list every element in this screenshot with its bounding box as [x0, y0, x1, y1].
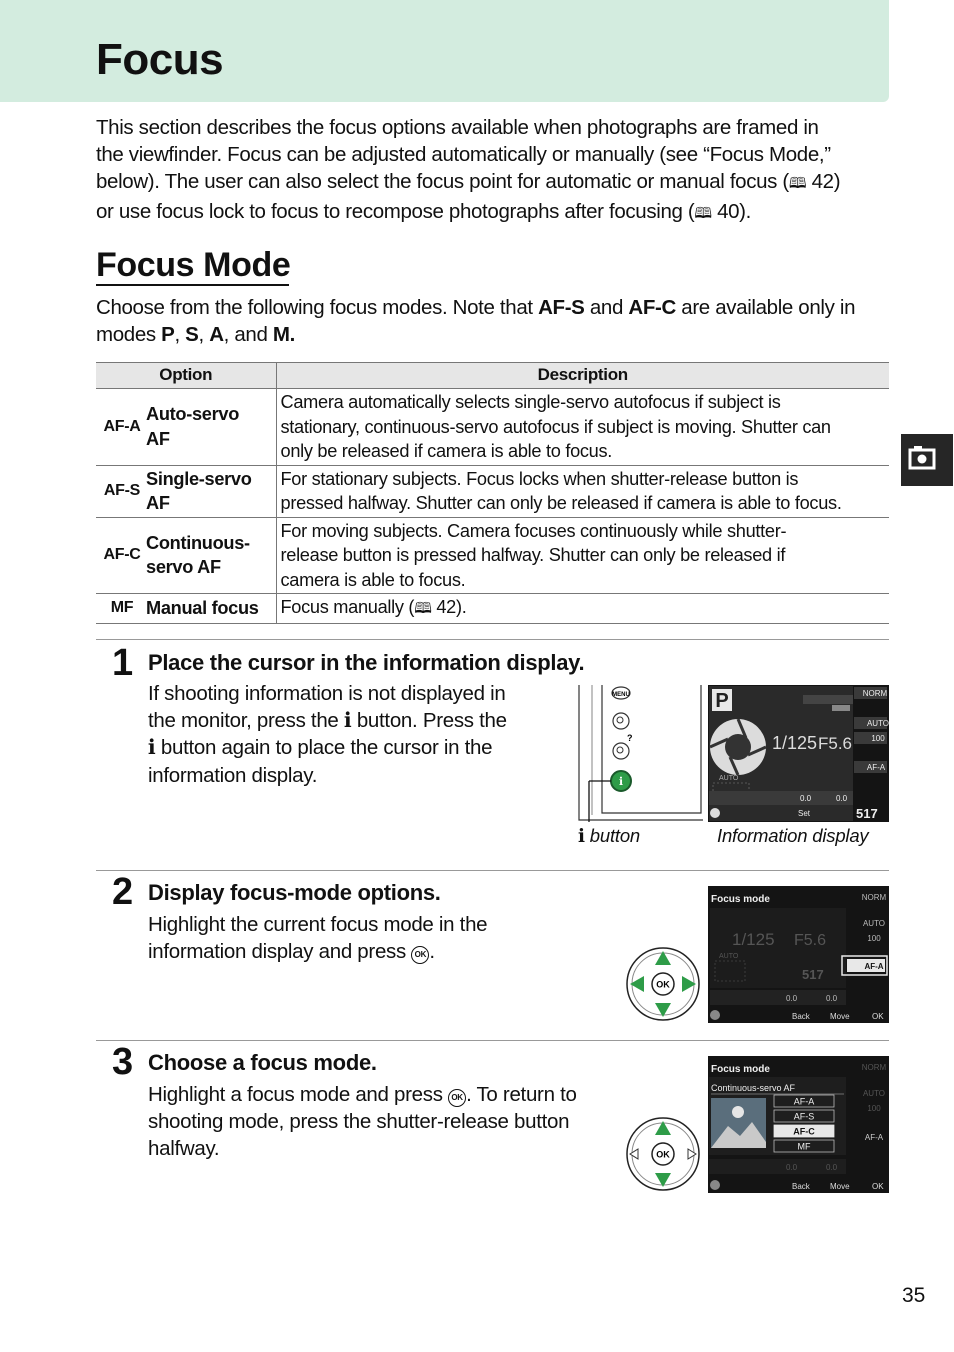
- ok-button-icon: OK: [448, 1089, 466, 1107]
- image-quality: NORM: [862, 689, 888, 698]
- focus-mode-value: AF-A: [864, 962, 884, 971]
- auto-label: AUTO: [719, 953, 739, 960]
- text: the monitor, press the: [148, 709, 344, 733]
- text: button again to place the cursor in the: [155, 736, 493, 760]
- intro-line: [96, 198, 891, 227]
- mode-description: [276, 389, 889, 466]
- menu-label: MENU: [612, 692, 630, 698]
- shutter-speed: 1/125: [732, 930, 775, 949]
- mode-code: AF-S: [96, 465, 144, 517]
- info-i-icon: ℹ: [343, 709, 352, 733]
- book-icon: 🕮: [694, 204, 712, 222]
- option-af-a[interactable]: AF-A: [793, 1096, 815, 1107]
- mode-name: [144, 517, 276, 594]
- camera-back-illustration: [577, 685, 703, 822]
- mode-description: [276, 517, 889, 594]
- focus-mode-menu-screen: [708, 1056, 889, 1193]
- page-title: Focus: [96, 35, 224, 84]
- desc-text: Focus manually (: [280, 597, 415, 617]
- camera-section-tab: [901, 434, 953, 486]
- step-line: Highlight the current focus mode in the: [148, 913, 488, 936]
- text: information display and press: [148, 940, 412, 964]
- text: and: [584, 296, 629, 319]
- intro-text: below). The user can also select the focus point for automatic or manual focus (: [96, 170, 789, 194]
- focus-mode-value: AF-A: [864, 1133, 884, 1142]
- table-row: [96, 389, 889, 466]
- afc-label: AF-C: [628, 296, 676, 319]
- mode-description: [276, 594, 889, 624]
- caption-info-display: Information display: [717, 825, 869, 846]
- book-icon: 🕮: [788, 175, 807, 193]
- mode-name-line: Auto-servo: [146, 404, 239, 425]
- screen-title: Focus mode: [711, 1064, 770, 1075]
- text: are available only in: [675, 296, 856, 319]
- focus-mode-intro: [96, 294, 891, 348]
- step-line: halfway.: [148, 1137, 220, 1161]
- aperture-value: F5.6: [794, 932, 827, 949]
- iso-sensitivity: 100: [867, 934, 881, 943]
- desc-line: camera is able to focus.: [280, 569, 466, 590]
- step-line: [148, 938, 487, 965]
- step-line: [148, 734, 507, 761]
- info-i-icon: ℹ: [578, 825, 585, 846]
- help-glyph: ?: [627, 733, 633, 743]
- move-label: Move: [830, 1012, 850, 1021]
- step-body: [148, 1081, 577, 1163]
- text: .: [429, 940, 435, 964]
- mode-name-line: AF: [146, 428, 170, 449]
- step-line: information display.: [148, 763, 318, 787]
- focus-mode-table: [96, 362, 889, 624]
- mode-description: [276, 465, 889, 517]
- mode-a: A: [209, 323, 224, 347]
- image-quality: NORM: [861, 893, 887, 902]
- exposure-comp: 0.0: [786, 1163, 798, 1172]
- page-reference: 42).: [436, 597, 467, 617]
- info-i-icon: ℹ: [148, 736, 156, 760]
- exposure-comp: 0.0: [800, 794, 812, 803]
- caption-text: button: [584, 825, 641, 846]
- white-balance: AUTO: [862, 1089, 886, 1098]
- intro-paragraph: [96, 114, 891, 227]
- move-label: Move: [830, 1182, 850, 1191]
- frame-count: 517: [856, 806, 878, 821]
- step-divider: [96, 1040, 889, 1041]
- text: button. Press the: [351, 709, 507, 733]
- ok-label: OK: [872, 1182, 884, 1191]
- text: Highlight a focus mode and press: [148, 1083, 449, 1106]
- white-balance: AUTO: [866, 719, 889, 728]
- step-number: 3: [112, 1041, 134, 1083]
- mode-name: Manual focus: [144, 594, 276, 624]
- desc-line: release button is pressed halfway. Shutter can only be released if: [280, 545, 786, 565]
- text: . To return to: [466, 1083, 577, 1106]
- ok-label: OK: [872, 1012, 884, 1021]
- table-header-row: [96, 363, 889, 389]
- step-line: shooting mode, press the shutter-release button: [148, 1110, 570, 1134]
- page-reference: 42): [811, 170, 841, 194]
- caption-info-button: [578, 825, 640, 847]
- focus-mode-heading: Focus Mode: [96, 246, 291, 284]
- desc-line: For moving subjects. Camera focuses continuously while shutter-: [280, 520, 787, 541]
- back-label: Back: [792, 1182, 810, 1191]
- mode-name-line: AF: [146, 493, 170, 513]
- image-quality: NORM: [861, 1063, 887, 1072]
- text: modes: [96, 323, 162, 347]
- step-number: 1: [112, 642, 134, 684]
- afs-label: AF-S: [538, 296, 585, 319]
- text: Choose from the following focus modes. Note that: [96, 296, 539, 319]
- step-line: If shooting information is not displayed in: [148, 682, 506, 705]
- iso-sensitivity: 100: [871, 734, 885, 743]
- aperture-value: F5.6: [818, 734, 853, 753]
- exposure-comp: 0.0: [786, 994, 798, 1003]
- step-heading: Choose a focus mode.: [148, 1050, 377, 1075]
- desc-line: Camera automatically selects single-servo autofocus if subject is: [280, 392, 781, 412]
- zoom-out-button: [613, 743, 629, 759]
- intro-line: [96, 168, 891, 197]
- help-icon: [710, 1010, 720, 1020]
- step-heading: Display focus-mode options.: [148, 880, 441, 905]
- help-icon: [710, 1180, 720, 1190]
- intro-text: or use focus lock to focus to recompose photographs after focusing (: [96, 199, 695, 223]
- desc-line: pressed halfway. Shutter can only be released if camera is able to focus.: [280, 493, 842, 513]
- auto-label: AUTO: [719, 775, 739, 782]
- desc-line: For stationary subjects. Focus locks when shutter-release button is: [280, 468, 799, 489]
- mode-p: P: [161, 323, 175, 347]
- white-balance: AUTO: [862, 919, 886, 928]
- mode-code: MF: [96, 594, 144, 624]
- mode-code: AF-C: [96, 517, 144, 594]
- column-header-description: Description: [276, 363, 889, 389]
- desc-line: only be released if camera is able to focus.: [280, 441, 613, 461]
- heading-underline: [96, 284, 289, 286]
- intro-line: the viewfinder. Focus can be adjusted automatically or manually (see “Focus Mode,”: [96, 143, 831, 167]
- step-heading: Place the cursor in the information display.: [148, 650, 585, 675]
- ok-label: OK: [656, 1149, 670, 1160]
- multi-selector-up-down: [624, 1115, 702, 1193]
- flash-comp: 0.0: [826, 1163, 838, 1172]
- camera-icon: [901, 434, 953, 486]
- intro-line: [96, 294, 891, 321]
- frame-count: 517: [802, 967, 824, 982]
- page-reference: 40).: [717, 199, 752, 223]
- table-row: [96, 594, 889, 624]
- mode-s: S: [185, 323, 199, 347]
- flash-comp: 0.0: [826, 994, 838, 1003]
- mode-name-line: Continuous-: [146, 532, 250, 553]
- mode-name-line: Single-servo: [146, 468, 252, 489]
- mode-name: [144, 465, 276, 517]
- step-line: [148, 1081, 577, 1108]
- iso-sensitivity: 100: [867, 1104, 881, 1113]
- table-row: [96, 517, 889, 594]
- shutter-speed: 1/125: [772, 733, 818, 753]
- back-label: Back: [792, 1012, 810, 1021]
- help-icon: [710, 808, 720, 818]
- mode-name: [144, 389, 276, 466]
- step-body: [148, 911, 487, 965]
- text: , and: [223, 323, 273, 347]
- information-display-screen: [708, 685, 889, 822]
- info-i-icon: ℹ: [618, 776, 624, 788]
- intro-line: modes P, S, A, and M.: [96, 323, 295, 347]
- step-divider: [96, 639, 889, 640]
- mode-indicator: P: [715, 690, 729, 712]
- intro-line: This section describes the focus options available when photographs are framed in: [96, 116, 819, 139]
- page-number: 35: [902, 1284, 926, 1307]
- option-af-c[interactable]: AF-C: [793, 1126, 815, 1137]
- ok-button-icon: OK: [411, 946, 429, 964]
- focus-mode-highlight-screen: [708, 886, 889, 1023]
- flash-comp: 0.0: [836, 794, 848, 803]
- step-divider: [96, 870, 889, 871]
- option-mf[interactable]: MF: [797, 1141, 811, 1152]
- step-body: [148, 680, 507, 789]
- step-number: 2: [112, 871, 134, 913]
- desc-line: stationary, continuous-servo autofocus if subject is moving. Shutter can: [280, 416, 831, 437]
- column-header-option: Option: [96, 363, 276, 389]
- selected-mode-name: Continuous-servo AF: [711, 1083, 796, 1093]
- set-label: Set: [798, 809, 811, 818]
- ok-label: OK: [656, 979, 670, 990]
- mode-m: M.: [272, 323, 295, 347]
- mode-name-line: servo AF: [146, 557, 221, 578]
- screen-title: Focus mode: [711, 894, 770, 905]
- table-row: [96, 465, 889, 517]
- zoom-in-button: [613, 713, 629, 729]
- option-af-s[interactable]: AF-S: [793, 1111, 815, 1122]
- focus-mode-value: AF-A: [866, 763, 886, 772]
- multi-selector-all-directions: [624, 945, 702, 1023]
- step-line: [148, 707, 507, 734]
- book-icon: 🕮: [414, 600, 432, 617]
- mode-code: AF-A: [96, 389, 144, 466]
